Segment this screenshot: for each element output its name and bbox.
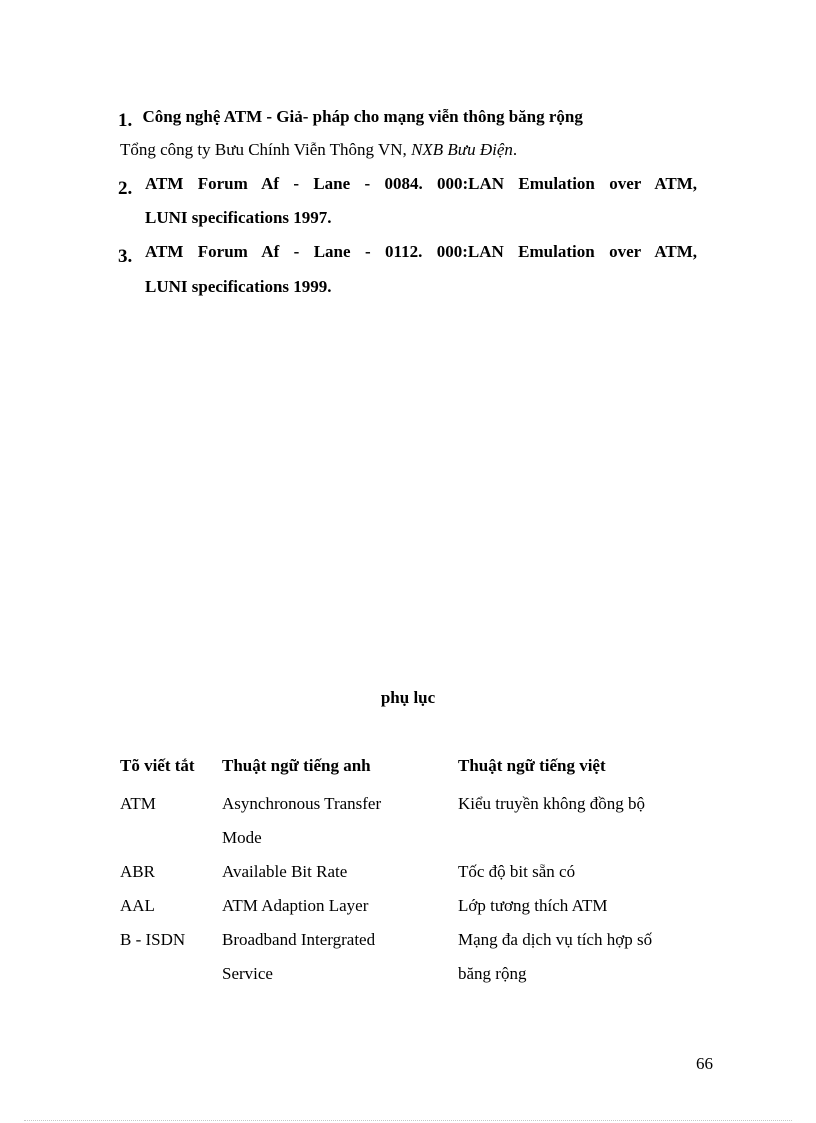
reference-3-number: 3. bbox=[118, 246, 133, 267]
row-aal-vietnamese: Lớp tương thích ATM bbox=[458, 896, 608, 915]
reference-2-line2: LUNI specifications 1997. bbox=[145, 208, 332, 227]
row-bisdn-abbr: B - ISDN bbox=[120, 930, 186, 949]
reference-3-line2: LUNI specifications 1999. bbox=[145, 277, 332, 296]
page-number: 66 bbox=[696, 1054, 713, 1073]
header-vietnamese-term: Thuật ngữ tiếng việt bbox=[458, 756, 606, 775]
row-atm-english-2: Mode bbox=[222, 828, 262, 847]
reference-1-number: 1. bbox=[118, 110, 133, 131]
reference-2-line1: ATM Forum Af - Lane - 0084. 000:LAN Emulation over ATM, bbox=[145, 174, 697, 193]
row-atm-english-1: Asynchronous Transfer bbox=[222, 794, 382, 813]
reference-1-publisher-italic: NXB Bưu Điện bbox=[411, 140, 513, 159]
reference-1-publisher-line bbox=[120, 140, 517, 160]
row-abr-english: Available Bit Rate bbox=[222, 862, 348, 881]
footer-divider bbox=[24, 1120, 792, 1121]
reference-1-publisher-end: . bbox=[512, 140, 518, 159]
row-bisdn-vietnamese-1: Mạng đa dịch vụ tích hợp số bbox=[458, 930, 653, 949]
reference-2-number: 2. bbox=[118, 178, 133, 199]
row-aal-english: ATM Adaption Layer bbox=[222, 896, 369, 915]
row-atm-vietnamese: Kiểu truyền không đồng bộ bbox=[458, 794, 645, 813]
row-abr-vietnamese: Tốc độ bit sẵn có bbox=[458, 862, 576, 881]
row-abr-abbr: ABR bbox=[120, 862, 155, 881]
row-aal-abbr: AAL bbox=[120, 896, 155, 915]
row-atm-abbr: ATM bbox=[120, 794, 156, 813]
reference-1-publisher: Tổng công ty Bưu Chính Viễn Thông VN, bbox=[120, 140, 412, 159]
header-english-term: Thuật ngữ tiếng anh bbox=[222, 756, 371, 775]
reference-1 bbox=[118, 106, 583, 131]
row-bisdn-english-2: Service bbox=[222, 964, 273, 983]
row-bisdn-vietnamese-2: băng rộng bbox=[458, 964, 527, 983]
header-abbreviation: Tõ viết tắt bbox=[120, 756, 195, 775]
row-bisdn-english-1: Broadband Intergrated bbox=[222, 930, 376, 949]
reference-3-line1: ATM Forum Af - Lane - 0112. 000:LAN Emulation over ATM, bbox=[145, 242, 697, 261]
reference-1-title: Công nghệ ATM - Giả- pháp cho mạng viễn thông băng rộng bbox=[142, 107, 583, 126]
appendix-title: phụ lục bbox=[380, 688, 436, 707]
